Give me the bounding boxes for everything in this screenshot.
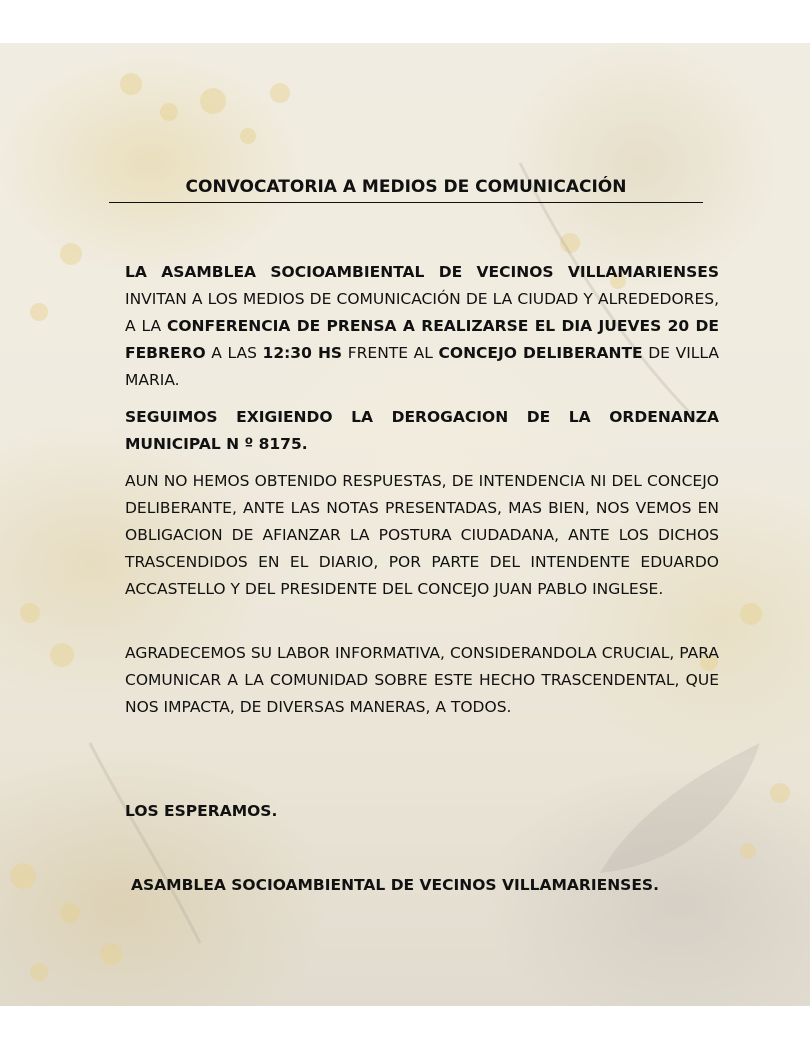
organizer-name: LA ASAMBLEA SOCIOAMBIENTAL DE VECINOS VILLAMARIENSES bbox=[125, 263, 719, 281]
conference-date: CONFERENCIA DE PRENSA A REALIZARSE EL DIA JUEVES 20 DE FEBRERO bbox=[125, 317, 719, 362]
paragraph-text: A LAS bbox=[205, 344, 263, 362]
paragraph-text: DE VILLA MARIA. bbox=[125, 344, 719, 389]
response-paragraph: AUN NO HEMOS OBTENIDO RESPUESTAS, DE INTENDENCIA NI DEL CONCEJO DELIBERANTE, ANTE LAS NOTAS PRESENTADAS, MAS BIEN, NOS VEMOS EN OBLIGACION DE AFIANZAR LA POSTURA CIUDADANA, ANTE LOS DICHOS TRASCENDIDOS EN EL DIARIO, POR PARTE DEL INTENDENTE EDUARDO ACCASTELLO Y DEL PRESIDENTE DEL CONCEJO JUAN PABLO INGLESE. bbox=[125, 472, 719, 598]
demand-paragraph: SEGUIMOS EXIGIENDO LA DEROGACION DE LA ORDENANZA MUNICIPAL N º 8175. bbox=[125, 408, 719, 453]
document-title: CONVOCATORIA A MEDIOS DE COMUNICACIÓN bbox=[109, 174, 703, 203]
paragraph-text: INVITAN A LOS MEDIOS DE COMUNICACIÓN DE LA CIUDAD Y ALREDEDORES, A LA bbox=[125, 290, 719, 335]
conference-location: CONCEJO DELIBERANTE bbox=[438, 344, 643, 362]
invitation-paragraph bbox=[109, 259, 719, 394]
flyer-document bbox=[0, 43, 810, 1006]
paragraph-text: FRENTE AL bbox=[342, 344, 439, 362]
signature-line: ASAMBLEA SOCIOAMBIENTAL DE VECINOS VILLAMARIENSES. bbox=[131, 876, 659, 894]
thanks-paragraph: AGRADECEMOS SU LABOR INFORMATIVA, CONSIDERANDOLA CRUCIAL, PARA COMUNICAR A LA COMUNIDAD SOBRE ESTE HECHO TRASCENDENTAL, QUE NOS IMPACTA, DE DIVERSAS MANERAS, A TODOS. bbox=[125, 644, 719, 716]
conference-time: 12:30 HS bbox=[262, 344, 343, 362]
closing-line: LOS ESPERAMOS. bbox=[125, 802, 278, 820]
